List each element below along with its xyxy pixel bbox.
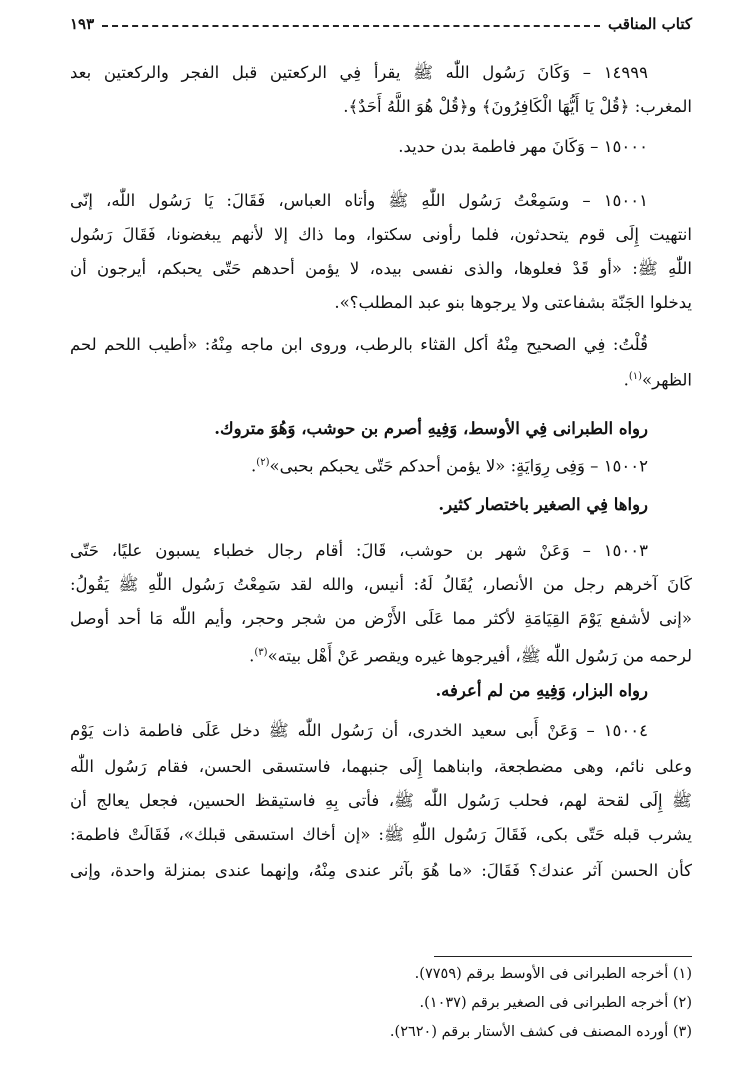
hadith-15003-line-3: «إنى لأشفع يَوْمَ القِيَامَةِ لأكثر مما عَلَى الأَرْض من شجر وحجر، وأيم اللّٰه مَا أحد أوصل [70,609,692,628]
hadith-15004-line-2: وعلى نائم، وهى مضطجعة، وابناهما إِلَى جنبهما، فاستسقى الحسن، فقام رَسُول اللّٰه [70,757,692,776]
footnote-ref-1[interactable]: (١) [628,371,643,382]
hadith-15002-text: ١٥٠٠٢ – وَفِى رِوَايَةٍ: «لا يؤمن أحدكم حَتّى يحبكم بحبى» [269,456,648,476]
footnote-ref-3[interactable]: (٣) [254,647,268,658]
note-text: الظهر» [642,370,692,390]
footnote-2: (٢) أخرجه الطبرانى فى الصغير برقم (١٠٣٧). [419,995,692,1011]
source-tabarani: رواه الطبرانى فِي الأوسط، وَفِيهِ أصرم بن حوشب، وَهُوَ متروك. [214,419,648,438]
hadith-15003-line-1: ١٥٠٠٣ – وَعَنْ شهر بن حوشب، قَالَ: أقام رجال خطباء يسبون عليًا، حَتّى [70,541,648,560]
note-line-1: قُلْتُ: فِي الصحيح مِنْهُ أكل القثاء بالرطب، وروى ابن ماجه مِنْهُ: «أطيب اللحم لحم [70,335,648,354]
footnote-divider [434,956,692,957]
hadith-15001-line-1: ١٥٠٠١ – وسَمِعْتُ رَسُول اللّٰهِ ﷺ وأتاه العباس، فَقَالَ: يَا رَسُول اللّٰه، إنّى [70,191,648,210]
hadith-14999-line-1: ١٤٩٩٩ – وَكَانَ رَسُول اللّٰه ﷺ يقرأ فِي الركعتين قبل الفجر والركعتين بعد [70,63,648,82]
footnote-ref-2[interactable]: (٢) [256,457,270,468]
hadith-15004-line-4: يشرب قبله حَتّى بكى، فَقَالَ رَسُول اللّٰهِ ﷺ: «إن أخاك استسقى قبلك»، فَقَالَتْ فاطمة: [70,825,692,844]
running-header [70,12,692,36]
source-bazzar: رواه البزار، وَفِيهِ من لم أعرفه. [435,681,648,700]
header-rule [102,25,600,27]
hadith-15001-line-3: اللّٰهِ ﷺ: «أو قَدْ فعلوها، والذى نفسى بيده، لا يؤمن أحدهم حَتّى يحبكم، أيرجون أن [70,259,692,278]
chapter-title: كتاب المناقب [608,15,692,33]
page-number: ١٩٣ [70,15,95,33]
hadith-15003-line-4: لرحمه من رَسُول اللّٰه ﷺ، أفيرجوها غيره ويقصر عَنْ أَهْل بيته»$^{(٣)}$. [249,646,692,666]
hadith-15004-line-5: كأن الحسن آثر عندك؟ فَقَالَ: «ما هُوَ بآثر عندى مِنْهُ، وإنهما عندى بمنزلة واحدة، وإنى [70,861,692,880]
note-line-2: الظهر»$^{(١)}$. [623,370,692,390]
footnote-1: (١) أخرجه الطبرانى فى الأوسط برقم (٧٧٥٩). [414,966,692,982]
hadith-15003-line-2: كَانَ آخرهم رجل من الأنصار، يُقَالُ لَهُ: أنيس، والله لقد سَمِعْتُ رَسُول اللّٰهِ ﷺ يَقُولُ: [70,575,692,594]
book-page [70,0,692,1091]
hadith-14999-line-2: المغرب: ﴿قُلْ يَا أَيُّهَا الْكَافِرُونَ﴾ و﴿قُلْ هُوَ اللَّهُ أَحَدٌ﴾. [343,97,692,116]
hadith-15003-text: لرحمه من رَسُول اللّٰه ﷺ، أفيرجوها غيره ويقصر عَنْ أَهْل بيته» [267,646,692,666]
hadith-15004-line-3: ﷺ إِلَى لقحة لهم، فحلب رَسُول اللّٰه ﷺ، فأتى بِهِ فاستيقظ الحسين، فجعل يعالج أن [70,791,692,810]
hadith-15000: ١٥٠٠٠ – وَكَانَ مهر فاطمة بدن حديد. [398,137,648,156]
hadith-15002: ١٥٠٠٢ – وَفِى رِوَايَةٍ: «لا يؤمن أحدكم حَتّى يحبكم بحبى»$^{(٢)}$. [251,456,648,476]
hadith-15001-line-2: انتهيت إِلَى قوم يتحدثون، فلما رأونى سكتوا، وما ذاك إلا لأنهم يبغضونا، فَقَالَ رَسُول [70,225,692,244]
source-saghir: رواها فِي الصغير باختصار كثير. [438,495,648,514]
hadith-15004-line-1: ١٥٠٠٤ – وَعَنْ أَبى سعيد الخدرى، أن رَسُول اللّٰه ﷺ دخل عَلَى فاطمة ذات يَوْم [70,721,648,740]
hadith-15001-line-4: يدخلوا الجَنّة بشفاعتى ولا يرجوها بنو عبد المطلب؟». [334,293,692,312]
footnote-3: (٣) أورده المصنف فى كشف الأستار برقم (٢٦٢٠). [389,1024,692,1040]
